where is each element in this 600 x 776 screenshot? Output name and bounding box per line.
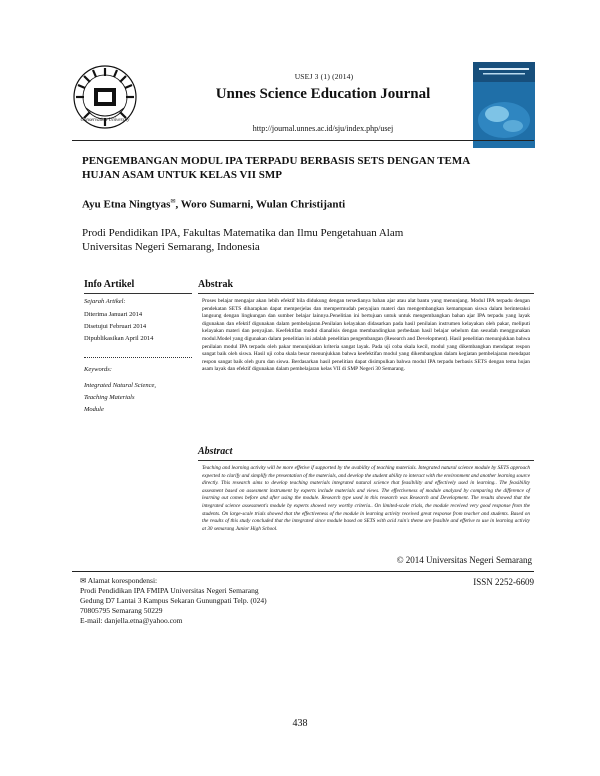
correspondence-mark-icon: ✉ (170, 199, 176, 205)
journal-url-link[interactable]: http://journal.unnes.ac.id/sju/index.php/usej (252, 124, 394, 133)
abstrak-heading: Abstrak (198, 279, 234, 290)
approved-date: Disetujui Februari 2014 (84, 323, 147, 330)
envelope-icon: ✉ (80, 576, 87, 585)
affiliation-line-1: Prodi Pendidikan IPA, Fakultas Matematika dan Ilmu Pengetahuan Alam (82, 227, 404, 239)
keyword: Integrated Natural Science, (84, 382, 157, 389)
abstract-text: Teaching and learning activity will be more effetive if supported by the avability of teaching materials. Integrated natural science module by SETS approach expected to clarify and simplify the presentation of the materials, and develop the student ability to interact with the environment and another learning source directly. This research aims to develop teaching materials integrated natural science that feasibility and effectively used in learning.. The feasibility assesment based on assesment instrument by experts include materials and views. The effectiveness of module analyzed by comparing the difference of learning out comes before and after using the module. Research type used in this research was Research and Development. The results showed that the integrated science assessment's module by experts showed very worthy criteria.. On limited-scale trials, the module received very good response from the students. On large-scale trials showed that the effectiveness of the module in learning activity received great response from teacher and students. Based on the results of this study concluded that the integrated since module based on SETS with acid rain's theme are feasible and effetive to use in learning activity at 30 semarang Junior High School. (202, 465, 530, 532)
abstrak-text: Proses belajar mengajar akan lebih efektif bila didukung dengan tersedianya bahan ajar atau alat bantu yang menunjang. Modul IPA terpadu dengan pendekatan SETS diharapkan dapat memperjelas dan mempermudah penyajian materi dan mengembangkan kemampuan siswa dalam berinteraksi langsung dengan lingkungan dan sumber belajar lainnya.Penelitian ini bertujuan untuk untuk mengembangkan bahan ajar IPA terpadu yang layak digunakan dan efektif digunakan dalam pembelajaran.Penilaian kelayakan didasarkan pada hasil penilaian instrumen kelayakan oleh pakar, meliputi kelayakan materi dan penyajian. Keefektifan modul dianalisis dengan membandingkan perbedaan hasil belajar sebelum dan sesudah menggunakan modul.Model yang digunakan dalam penelitian ini adalah penelitian pengembangan (Research and Development). Hasil penelitian menunjukkan bahwa penilaian modul IPA terpadu oleh pakar menunjukkan kriteria sangat layak. Pada uji coba skala kecil, modul yang dikembangkan mendapat respon sangat baik oleh siswa. Hasil uji coba skala besar menunjukkan bahwa keefektifan modul yang dikembangkan dalam kegiatan pembelajaran mendapat respon sangat baik oleh guru dan siswa. Berdasarkan hasil penelitian dapat disimpulkan bahwa modul IPA terpadu berbasis SETS dengan tema hujan asam layak dan efektif digunakan dalam pembelajaran kelas VII di SMP Negeri 30 Semarang. (202, 298, 530, 373)
correspondence-address (80, 576, 340, 626)
abstract-heading: Abstract (198, 446, 233, 457)
issn-number: ISSN 2252-6609 (473, 577, 534, 587)
journal-volume: USEJ 3 (1) (2014) (294, 72, 354, 81)
correspondence-line: 70805795 Semarang 50229 (80, 606, 163, 615)
correspondence-heading: Alamat korespondensi: (87, 576, 158, 585)
info-divider-dotted (84, 357, 192, 358)
article-history-heading: Sejarah Artikel: (84, 298, 126, 305)
affiliation-line-2: Universitas Negeri Semarang, Indonesia (82, 241, 260, 253)
keyword: Module (84, 406, 104, 413)
author-1: Ayu Etna Ningtyas (82, 198, 171, 211)
authors-rest: , Woro Sumarni, Wulan Christijanti (175, 198, 346, 211)
journal-cover-image (473, 62, 535, 148)
keyword: Teaching Materials (84, 394, 135, 401)
paper-title (82, 154, 532, 182)
journal-title: Unnes Science Education Journal (215, 86, 431, 102)
correspondence-email[interactable]: E-mail: danjella.etna@yahoo.com (80, 616, 183, 625)
paper-title-line-2: HUJAN ASAM UNTUK KELAS VII SMP (82, 169, 282, 181)
correspondence-line: Gedung D7 Lantai 3 Kampus Sekaran Gunungpati Telp. (024) (80, 596, 267, 605)
published-date: Dipublikasikan April 2014 (84, 335, 154, 342)
university-logo (72, 64, 138, 130)
page-number: 438 (292, 718, 308, 729)
correspondence-line: Prodi Pendidikan IPA FMIPA Universitas Negeri Semarang (80, 586, 259, 595)
info-divider (84, 293, 192, 294)
footer-divider (72, 571, 534, 572)
header-divider (72, 140, 534, 141)
abstract-divider (198, 460, 534, 461)
copyright-notice: © 2014 Universitas Negeri Semarang (396, 555, 532, 565)
article-history (84, 309, 194, 345)
keywords-heading: Keywords: (84, 366, 112, 373)
keywords-list (84, 380, 194, 416)
info-artikel-heading: Info Artikel (84, 279, 135, 290)
paper-title-line-1: PENGEMBANGAN MODUL IPA TERPADU BERBASIS SETS DENGAN TEMA (82, 155, 471, 167)
author-list (82, 198, 532, 211)
abstrak-divider (198, 293, 534, 294)
affiliation (82, 226, 532, 254)
logo-text: Conservation University (80, 118, 130, 123)
received-date: Diterima Januari 2014 (84, 311, 143, 318)
